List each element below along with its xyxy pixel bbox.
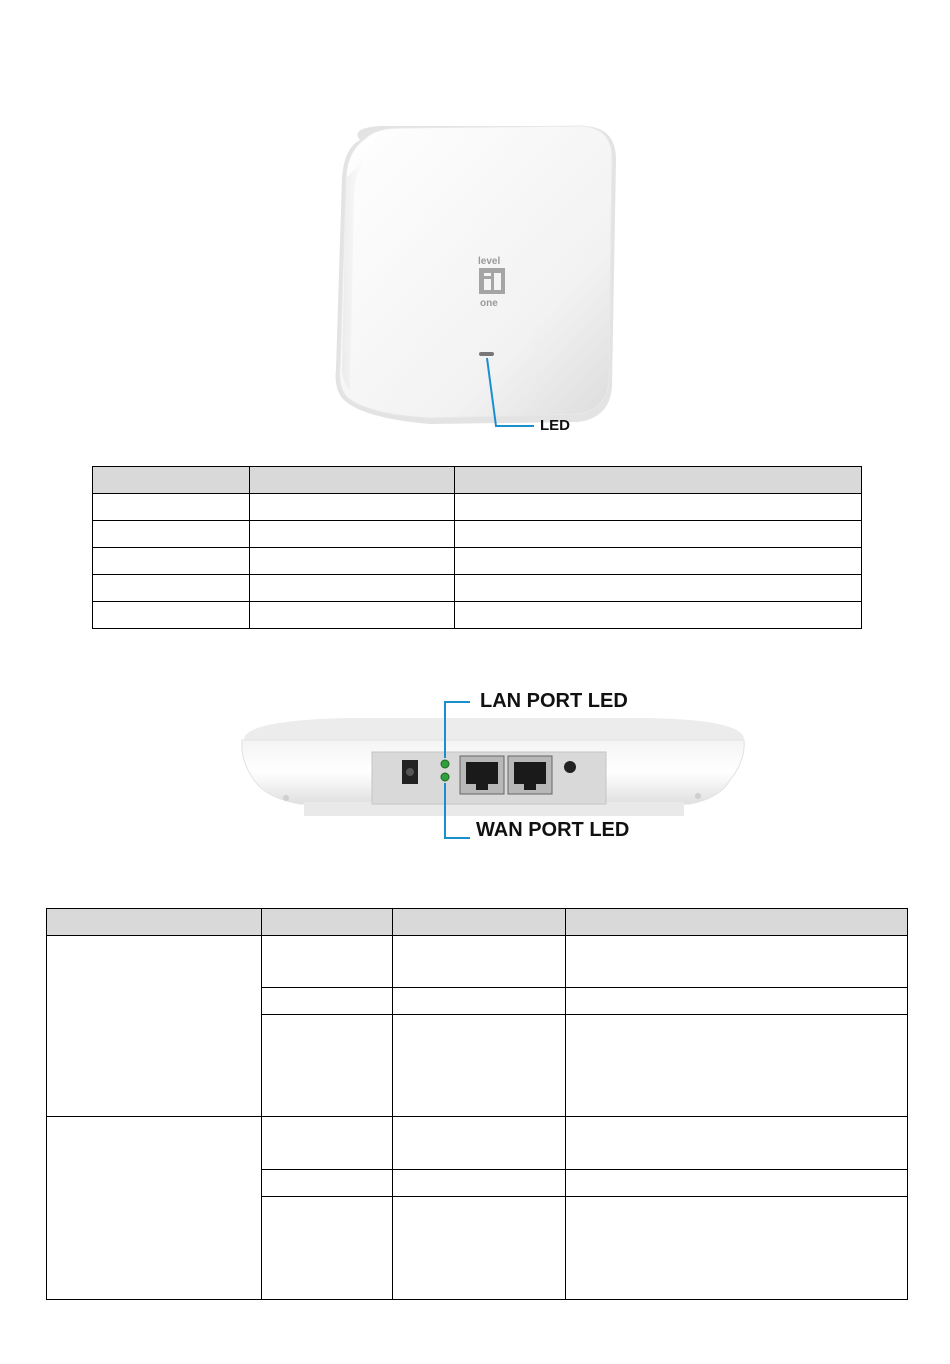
table-cell xyxy=(393,1197,566,1300)
wan-port xyxy=(508,756,552,794)
device-body xyxy=(340,126,612,418)
table-header-cell xyxy=(455,467,862,494)
table-header-cell xyxy=(262,909,393,936)
status-led xyxy=(479,352,494,356)
table-cell xyxy=(455,548,862,575)
table-row xyxy=(93,494,862,521)
table-cell xyxy=(250,494,455,521)
table-cell xyxy=(566,988,908,1015)
table-row xyxy=(47,1117,908,1170)
device-rim xyxy=(244,718,744,742)
wan-port-led-label: WAN PORT LED xyxy=(476,819,630,841)
table-header-cell xyxy=(250,467,455,494)
table-cell xyxy=(262,1170,393,1197)
lan-port xyxy=(460,756,504,794)
logo-text-bottom: one xyxy=(480,298,498,309)
table-cell xyxy=(566,1015,908,1117)
lan-port-led-label: LAN PORT LED xyxy=(480,690,628,712)
table-cell xyxy=(250,548,455,575)
table-cell xyxy=(455,521,862,548)
table-cell xyxy=(455,575,862,602)
table-cell xyxy=(393,1015,566,1117)
table-cell xyxy=(393,1170,566,1197)
table-cell xyxy=(93,494,250,521)
led-status-table xyxy=(92,466,862,629)
table-cell xyxy=(393,1117,566,1170)
table-row xyxy=(93,548,862,575)
lan-port-led xyxy=(441,760,449,768)
table-header-cell xyxy=(566,909,908,936)
table-header-row xyxy=(93,467,862,494)
table-cell xyxy=(262,1197,393,1300)
table-header-cell xyxy=(93,467,250,494)
table-cell xyxy=(566,936,908,988)
table-cell xyxy=(262,1117,393,1170)
table-group-label xyxy=(47,936,262,1117)
table-row xyxy=(93,521,862,548)
wan-port-led xyxy=(441,773,449,781)
table-cell xyxy=(393,936,566,988)
table-cell xyxy=(455,494,862,521)
table-cell xyxy=(93,548,250,575)
table-cell xyxy=(262,1015,393,1117)
led-callout-label: LED xyxy=(540,417,570,434)
access-point-front-figure xyxy=(320,118,620,448)
port-led-status-table xyxy=(46,908,908,1300)
table-cell xyxy=(566,1197,908,1300)
logo-text-top: level xyxy=(478,256,501,267)
table-header-cell xyxy=(47,909,262,936)
table-row xyxy=(93,602,862,629)
table-header-row xyxy=(47,909,908,936)
table-cell xyxy=(262,936,393,988)
table-cell xyxy=(566,1170,908,1197)
table-cell xyxy=(455,602,862,629)
table-cell xyxy=(250,602,455,629)
table-cell xyxy=(250,575,455,602)
table-cell xyxy=(566,1117,908,1170)
table-cell xyxy=(93,521,250,548)
reset-button xyxy=(564,761,576,773)
table-row xyxy=(93,575,862,602)
table-cell xyxy=(262,988,393,1015)
table-row xyxy=(47,936,908,988)
table-header-cell xyxy=(393,909,566,936)
access-point-front-image xyxy=(320,118,620,448)
table-group-label xyxy=(47,1117,262,1300)
table-cell xyxy=(393,988,566,1015)
table-cell xyxy=(250,521,455,548)
table-cell xyxy=(93,575,250,602)
table-cell xyxy=(93,602,250,629)
